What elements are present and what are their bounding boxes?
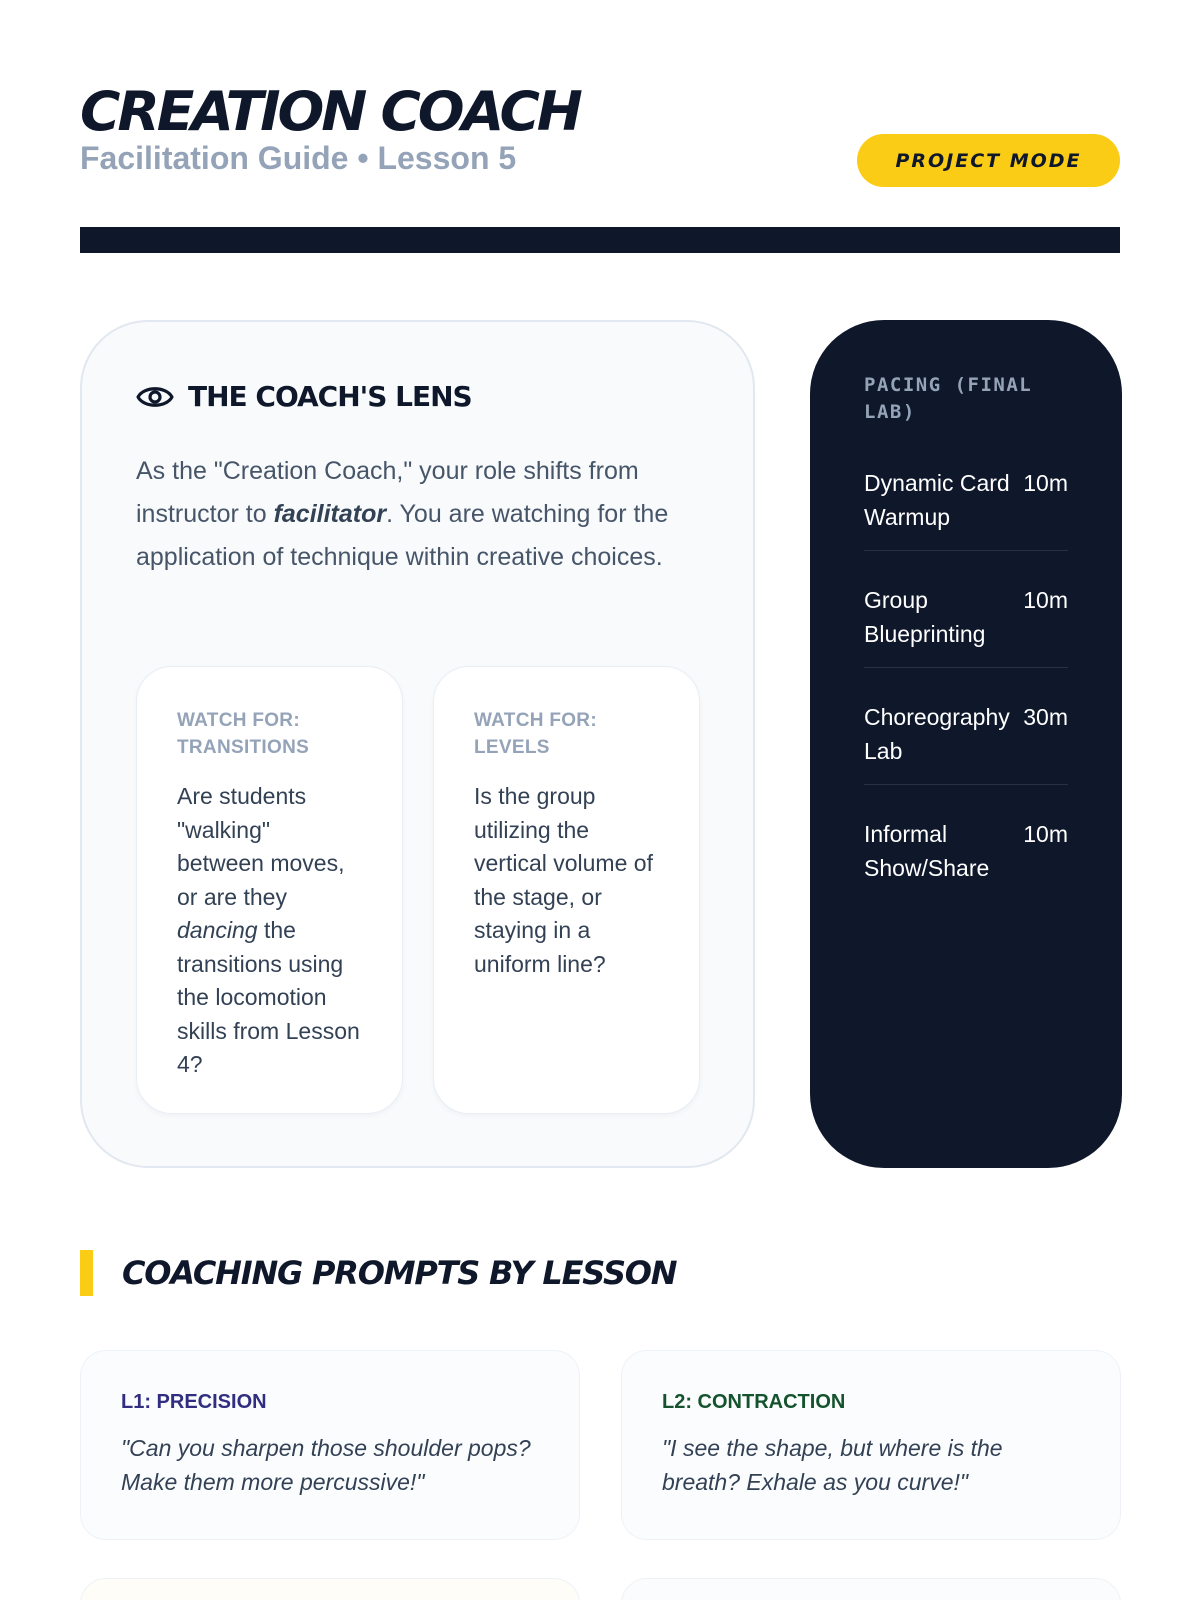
page-subtitle: Facilitation Guide • Lesson 5	[80, 140, 517, 176]
watch-for-levels-card	[433, 666, 700, 1114]
watch-card-label: WATCH FOR: TRANSITIONS	[177, 710, 310, 758]
prompt-card-l2	[621, 1350, 1121, 1540]
pacing-item-duration: 10m	[1023, 587, 1068, 613]
watch-card-text: Are students "walking" between moves, or are they dancing the transitions using the locomotion skills from Lesson 4?	[177, 783, 360, 1077]
pacing-card	[810, 320, 1122, 1168]
pacing-item-duration: 10m	[1023, 470, 1068, 496]
prompt-card-label: L1: PRECISION	[121, 1391, 267, 1413]
pacing-item	[864, 573, 1068, 668]
pacing-item-name: Group Blueprinting	[864, 587, 986, 647]
section-accent-bar	[80, 1250, 93, 1296]
prompt-card-l1	[80, 1350, 580, 1540]
eye-icon	[136, 382, 174, 412]
watch-for-transitions-card	[136, 666, 403, 1114]
page-title: CREATION COACH	[80, 80, 580, 143]
lens-description: As the "Creation Coach," your role shifts from instructor to facilitator. You are watching for the application of technique within creative choices.	[136, 457, 669, 571]
watch-card-text: Is the group utilizing the vertical volume of the stage, or staying in a uniform line?	[474, 783, 653, 977]
watch-card-label: WATCH FOR: LEVELS	[474, 710, 597, 758]
page-header	[80, 80, 1120, 190]
pacing-item-name: Dynamic Card Warmup	[864, 470, 1010, 530]
prompt-card-next-partial	[80, 1578, 580, 1600]
pacing-item	[864, 807, 1068, 901]
project-mode-badge[interactable]: PROJECT MODE	[857, 134, 1120, 187]
prompt-card-next-partial	[621, 1578, 1121, 1600]
section-title: COACHING PROMPTS BY LESSON	[122, 1254, 677, 1292]
prompt-card-label: L2: CONTRACTION	[662, 1391, 846, 1413]
pacing-title: PACING (FINAL LAB)	[864, 374, 1033, 423]
pacing-item-duration: 30m	[1023, 704, 1068, 730]
prompt-card-quote: "Can you sharpen those shoulder pops? Make them more percussive!"	[121, 1435, 531, 1495]
lens-title: THE COACH'S LENS	[188, 380, 472, 413]
header-divider	[80, 227, 1120, 253]
pacing-item-duration: 10m	[1023, 821, 1068, 847]
pacing-item-name: Choreography Lab	[864, 704, 1010, 764]
pacing-item	[864, 456, 1068, 551]
coaching-prompts-heading	[80, 1250, 676, 1296]
prompt-card-quote: "I see the shape, but where is the breath? Exhale as you curve!"	[662, 1435, 1003, 1495]
pacing-item	[864, 690, 1068, 785]
coach-lens-card	[80, 320, 755, 1168]
lens-title-row	[136, 380, 472, 413]
pacing-list	[864, 456, 1068, 901]
pacing-item-name: Informal Show/Share	[864, 821, 990, 881]
